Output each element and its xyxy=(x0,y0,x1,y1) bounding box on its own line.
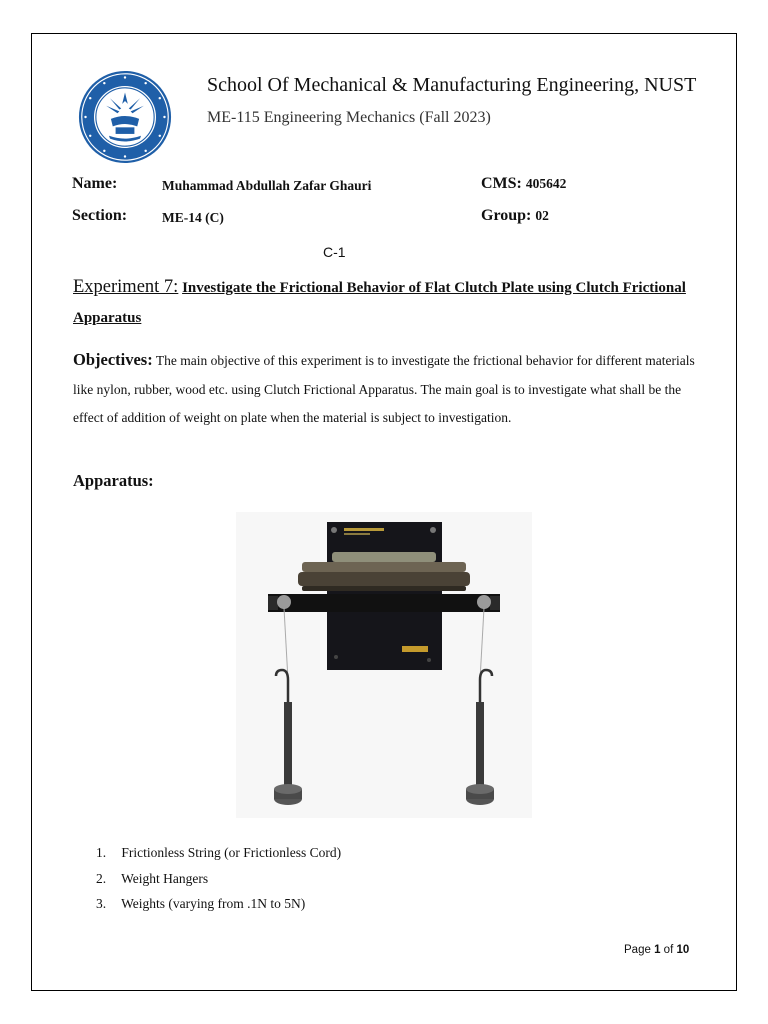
experiment-heading xyxy=(73,272,693,333)
section-label: Section: xyxy=(72,207,128,224)
list-item-number: 1. xyxy=(96,845,107,860)
list-item xyxy=(96,894,341,920)
list-item-text: Weight Hangers xyxy=(121,870,209,886)
cms-field xyxy=(481,175,566,193)
school-name: School Of Mechanical & Manufacturing Engineering, NUST xyxy=(207,74,697,96)
page-number xyxy=(624,944,689,956)
document-code: C-1 xyxy=(323,244,346,260)
group-label: Group: xyxy=(481,207,532,224)
group-field xyxy=(481,207,549,225)
objectives-paragraph xyxy=(73,346,695,433)
list-item-text: Frictionless String (or Frictionless Cord) xyxy=(121,845,342,860)
name-value: Muhammad Abdullah Zafar Ghauri xyxy=(162,178,372,193)
page-of: of xyxy=(663,944,674,956)
list-item-number: 3. xyxy=(96,896,107,911)
page-current: 1 xyxy=(654,944,661,956)
name-label: Name: xyxy=(72,175,118,192)
objectives-heading: Objectives: xyxy=(73,350,153,369)
apparatus-list xyxy=(96,843,341,920)
section-value: ME-14 (C) xyxy=(162,210,224,225)
list-item xyxy=(96,843,341,869)
cms-value: 405642 xyxy=(525,176,567,191)
page-word: Page xyxy=(624,944,651,956)
list-item-text: Weights (varying from .1N to 5N) xyxy=(121,896,306,911)
group-value: 02 xyxy=(535,208,549,223)
experiment-title: Investigate the Frictional Behavior of Flat Clutch Plate using Clutch Frictional Apparatus xyxy=(73,280,686,326)
apparatus-heading: Apparatus: xyxy=(73,471,154,490)
cms-label: CMS: xyxy=(481,175,522,192)
course-name: ME-115 Engineering Mechanics (Fall 2023) xyxy=(207,109,491,126)
list-item-number: 2. xyxy=(96,870,107,886)
experiment-number: Experiment 7: xyxy=(73,277,179,297)
clutch-friction-apparatus-photo xyxy=(236,512,532,818)
nust-seal-icon xyxy=(78,70,172,164)
page-total: 10 xyxy=(676,944,690,956)
objectives-text: The main objective of this experiment is to investigate the frictional behavior for different materials like nylon, rubber, wood etc. using Clutch Frictional Apparatus. The main goal is to investigate what shall be the effect of addition of weight on plate when the material is subject to investigation. xyxy=(73,353,695,425)
list-item xyxy=(96,869,341,895)
